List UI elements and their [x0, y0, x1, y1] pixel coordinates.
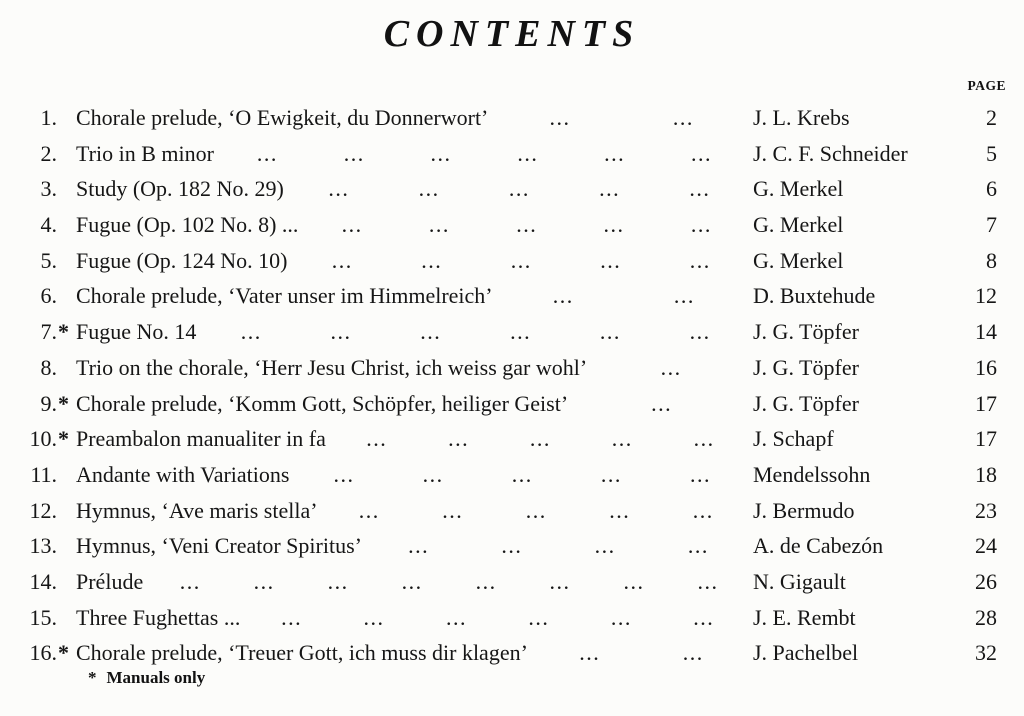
toc-row: [0, 350, 1024, 386]
entry-title: Prélude: [76, 568, 144, 594]
entry-page-number: 18: [975, 461, 997, 487]
leader-dots: ...: [600, 461, 622, 487]
leader-dots-group: [224, 136, 745, 172]
entry-page-number: 5: [986, 140, 997, 166]
entry-title-cell: [76, 635, 753, 671]
entry-composer: G. Merkel: [753, 176, 844, 202]
leader-dots: ...: [475, 568, 497, 594]
entry-title: Trio in B minor: [76, 140, 214, 166]
leader-dots: ...: [330, 319, 352, 345]
leader-dots-group: [297, 243, 745, 279]
leader-dots-group: [308, 207, 745, 243]
leader-dots: ...: [363, 604, 385, 630]
leader-dots: ...: [611, 426, 633, 452]
entry-composer: J. E. Rembt: [753, 604, 856, 630]
leader-dots: ...: [604, 140, 626, 166]
entry-page-number: 16: [975, 354, 997, 380]
entry-title: Study (Op. 182 No. 29): [76, 176, 284, 202]
entry-number: 11.: [30, 461, 57, 487]
footnote-text: Manuals only: [106, 668, 206, 687]
leader-dots-group: [294, 171, 745, 207]
entry-number: 16.: [29, 640, 57, 666]
leader-dots: ...: [256, 140, 278, 166]
toc-row: [0, 421, 1024, 457]
leader-dots: ...: [418, 176, 440, 202]
entry-number: 5.: [40, 247, 57, 273]
entry-number: 6.: [40, 283, 57, 309]
leader-dots: ...: [408, 533, 430, 559]
leader-dots: ...: [253, 568, 275, 594]
entry-title: Three Fughettas ...: [76, 604, 241, 630]
leader-dots: ...: [341, 212, 363, 238]
leader-dots: ...: [510, 319, 532, 345]
leader-dots: ...: [420, 319, 442, 345]
leader-dots-group: [206, 314, 745, 350]
entry-number: 1.: [40, 105, 57, 130]
leader-dots: ...: [603, 212, 625, 238]
leader-dots: ...: [691, 140, 712, 166]
entry-asterisk: *: [58, 426, 69, 452]
entry-page-number: 26: [975, 568, 997, 594]
leader-dots: ...: [579, 640, 601, 666]
leader-dots: ...: [529, 426, 551, 452]
leader-dots: ...: [549, 105, 571, 130]
entry-number: 8.: [40, 354, 57, 380]
entry-number: 13.: [29, 533, 57, 559]
leader-dots: ...: [510, 247, 532, 273]
leader-dots: ...: [401, 568, 423, 594]
entry-number: 9.: [40, 390, 57, 416]
entry-page-number: 17: [975, 390, 997, 416]
entry-page-number: 7: [986, 212, 997, 238]
leader-dots: ...: [517, 140, 539, 166]
leader-dots: ...: [421, 247, 443, 273]
leader-dots: ...: [599, 176, 621, 202]
entry-title: Trio on the chorale, ‘Herr Jesu Christ, ich weiss gar wohl’: [76, 354, 588, 380]
leader-dots-group: [328, 493, 745, 529]
toc-row: [0, 386, 1024, 422]
entry-composer: D. Buxtehude: [753, 283, 876, 309]
leader-dots: ...: [609, 497, 631, 523]
leader-dots: ...: [673, 283, 695, 309]
leader-dots: ...: [690, 212, 712, 238]
leader-dots: ...: [528, 604, 550, 630]
entry-number: 2.: [40, 140, 57, 166]
leader-dots: ...: [240, 319, 262, 345]
leader-dots: ...: [328, 176, 350, 202]
toc-row: [0, 600, 1024, 636]
entry-composer: Mendelssohn: [753, 461, 871, 487]
leader-dots: ...: [623, 568, 645, 594]
entry-number: 14.: [29, 568, 57, 594]
leader-dots-group: [503, 278, 745, 314]
entry-page-number: 28: [975, 604, 997, 630]
entry-title: Fugue No. 14: [76, 319, 197, 345]
entry-number: 15.: [29, 604, 57, 630]
leader-dots: ...: [281, 604, 303, 630]
leader-dots: ...: [516, 212, 538, 238]
entry-composer: A. de Cabezón: [753, 533, 884, 559]
entry-asterisk: *: [58, 640, 69, 666]
entry-asterisk: *: [58, 319, 69, 345]
entry-title-cell: [76, 457, 753, 493]
entry-title-cell: [76, 421, 753, 457]
toc-row: [0, 243, 1024, 279]
toc-row: [0, 493, 1024, 529]
entry-page-number: 12: [975, 283, 997, 309]
page-column-header: PAGE: [967, 78, 1006, 93]
toc-row: [0, 207, 1024, 243]
leader-dots: ...: [428, 212, 450, 238]
toc-row: [0, 564, 1024, 600]
footnote: [88, 668, 205, 688]
entry-number: 10.: [29, 426, 57, 452]
toc-row: [0, 100, 1024, 136]
entry-page-number: 24: [975, 533, 997, 559]
entry-page-number: 17: [975, 426, 997, 452]
entry-title-cell: [76, 493, 753, 529]
leader-dots: ...: [651, 390, 673, 416]
leader-dots-group: [299, 457, 745, 493]
entry-composer: J. L. Krebs: [753, 105, 850, 130]
entry-page-number: 14: [975, 319, 997, 345]
leader-dots: ...: [689, 461, 711, 487]
entry-title-cell: [76, 243, 753, 279]
footnote-asterisk: *: [88, 668, 97, 687]
entry-composer: J. C. F. Schneider: [753, 140, 908, 166]
entry-composer: J. Schapf: [753, 426, 834, 452]
entry-composer: G. Merkel: [753, 212, 844, 238]
entry-composer: J. Pachelbel: [753, 640, 859, 666]
leader-dots: ...: [442, 497, 464, 523]
entry-composer: J. G. Töpfer: [753, 390, 859, 416]
leader-dots: ...: [693, 604, 715, 630]
entry-title-cell: [76, 207, 753, 243]
entry-page-number: 6: [986, 176, 997, 202]
entry-title: Fugue (Op. 102 No. 8) ...: [76, 212, 299, 238]
leader-dots: ...: [689, 319, 711, 345]
entry-title-cell: [76, 386, 753, 422]
entry-title-cell: [76, 278, 753, 314]
leader-dots: ...: [525, 497, 547, 523]
entry-title: Chorale prelude, ‘O Ewigkeit, du Donnerwort’: [76, 105, 489, 130]
toc-row: [0, 171, 1024, 207]
leader-dots: ...: [333, 461, 355, 487]
leader-dots: ...: [511, 461, 533, 487]
entry-title: Andante with Variations: [76, 461, 290, 487]
entry-title-cell: [76, 600, 753, 636]
leader-dots: ...: [687, 533, 709, 559]
leader-dots: ...: [660, 354, 682, 380]
entry-page-number: 23: [975, 497, 997, 523]
entry-number: 12.: [29, 497, 57, 523]
leader-dots: ...: [692, 497, 714, 523]
leader-dots-group: [578, 386, 745, 422]
leader-dots: ...: [327, 568, 349, 594]
entry-title: Chorale prelude, ‘Treuer Gott, ich muss dir klagen’: [76, 640, 528, 666]
entry-composer: N. Gigault: [753, 568, 846, 594]
leader-dots: ...: [430, 140, 452, 166]
leader-dots: ...: [422, 461, 444, 487]
entry-title-cell: [76, 171, 753, 207]
entry-title: Hymnus, ‘Veni Creator Spiritus’: [76, 533, 362, 559]
entry-title-cell: [76, 528, 753, 564]
entry-title-cell: [76, 564, 753, 600]
leader-dots: ...: [343, 140, 365, 166]
entry-title-cell: [76, 100, 753, 136]
leader-dots: ...: [552, 283, 574, 309]
leader-dots-group: [153, 564, 745, 600]
leader-dots: ...: [600, 247, 622, 273]
leader-dots-group: [597, 350, 745, 386]
entry-composer: J. G. Töpfer: [753, 354, 859, 380]
leader-dots-group: [372, 528, 745, 564]
leader-dots: ...: [697, 568, 719, 594]
entry-composer: G. Merkel: [753, 247, 844, 273]
leader-dots-group: [250, 600, 745, 636]
leader-dots: ...: [179, 568, 201, 594]
leader-dots-group: [498, 100, 745, 136]
toc-row: [0, 314, 1024, 350]
toc-list: [0, 100, 1024, 671]
leader-dots: ...: [358, 497, 380, 523]
page-title: CONTENTS: [383, 13, 641, 55]
leader-dots: ...: [689, 247, 711, 273]
leader-dots: ...: [689, 176, 711, 202]
leader-dots: ...: [610, 604, 632, 630]
entry-number: 3.: [40, 176, 57, 202]
leader-dots: ...: [448, 426, 470, 452]
entry-page-number: 32: [975, 640, 997, 666]
entry-asterisk: *: [58, 390, 69, 416]
entry-title: Chorale prelude, ‘Vater unser im Himmelreich’: [76, 283, 493, 309]
leader-dots: ...: [599, 319, 621, 345]
entry-title: Preambalon manualiter in fa: [76, 426, 326, 452]
toc-row: [0, 457, 1024, 493]
leader-dots: ...: [682, 640, 704, 666]
leader-dots-group: [336, 421, 745, 457]
leader-dots: ...: [366, 426, 388, 452]
leader-dots: ...: [331, 247, 353, 273]
toc-row: [0, 136, 1024, 172]
entry-number: 4.: [40, 212, 57, 238]
entry-composer: J. Bermudo: [753, 497, 855, 523]
entry-title: Chorale prelude, ‘Komm Gott, Schöpfer, heiliger Geist’: [76, 390, 569, 416]
leader-dots: ...: [445, 604, 467, 630]
entry-composer: J. G. Töpfer: [753, 319, 859, 345]
entry-page-number: 2: [986, 105, 997, 130]
entry-title: Fugue (Op. 124 No. 10): [76, 247, 288, 273]
toc-row: [0, 635, 1024, 671]
leader-dots: ...: [508, 176, 530, 202]
leader-dots: ...: [549, 568, 571, 594]
entry-number: 7.: [40, 319, 57, 345]
entry-title-cell: [76, 136, 753, 172]
entry-title-cell: [76, 350, 753, 386]
leader-dots: ...: [594, 533, 616, 559]
toc-row: [0, 528, 1024, 564]
leader-dots: ...: [672, 105, 694, 130]
leader-dots: ...: [693, 426, 715, 452]
entry-page-number: 8: [986, 247, 997, 273]
entry-title-cell: [76, 314, 753, 350]
leader-dots: ...: [501, 533, 523, 559]
entry-title: Hymnus, ‘Ave maris stella’: [76, 497, 318, 523]
toc-row: [0, 278, 1024, 314]
leader-dots-group: [538, 635, 745, 671]
